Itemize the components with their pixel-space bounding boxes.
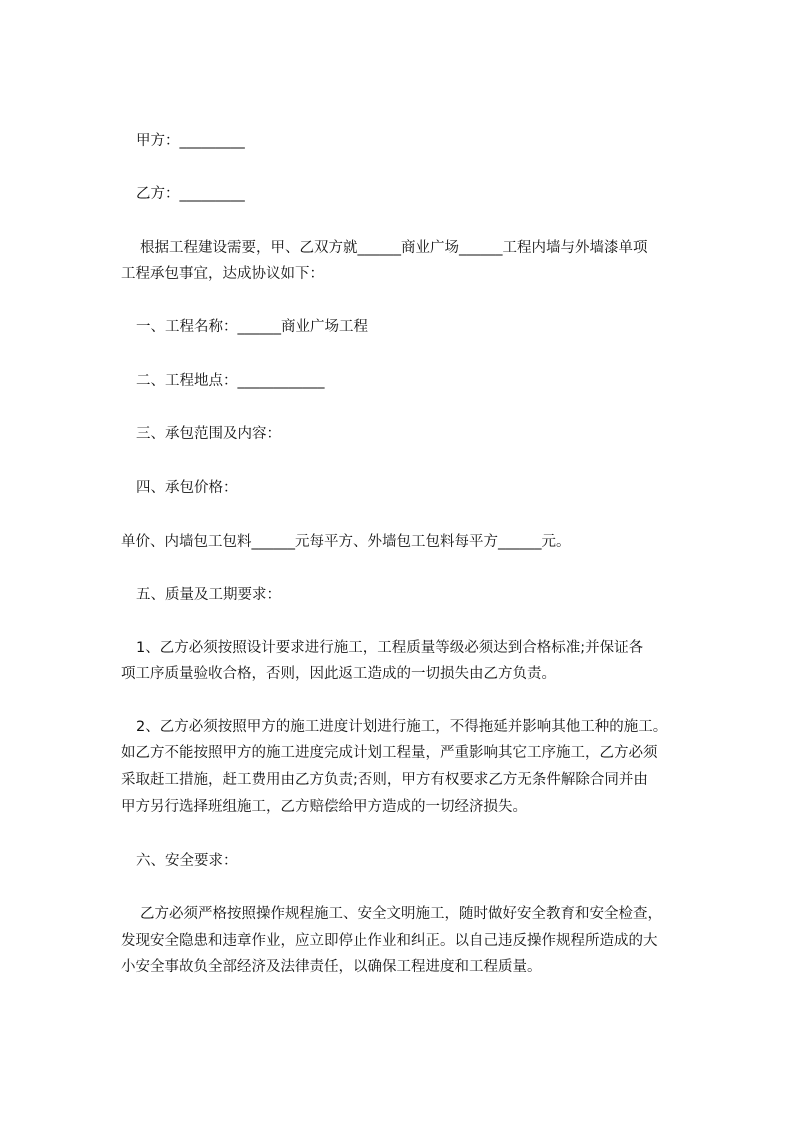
requirement-1-line-1: 1、乙方必须按照设计要求进行施工，工程质量等级必须达到合格标准;并保证各 <box>136 640 644 656</box>
requirement-2-line-4: 甲方另行选择班组施工，乙方赔偿给甲方造成的一切经济损失。 <box>121 799 527 815</box>
section-price: 四、承包价格： <box>136 480 238 496</box>
section-project-name: 一、工程名称：______商业广场工程 <box>136 319 368 335</box>
requirement-1-line-2: 项工序质量验收合格，否则，因此返工造成的一切损失由乙方负责。 <box>121 666 556 682</box>
requirement-2-line-3: 采取赶工措施，赶工费用由乙方负责;否则，甲方有权要求乙方无条件解除合同并由 <box>121 772 648 788</box>
party-b-line: 乙方：_________ <box>136 186 245 202</box>
safety-line-1: 乙方必须严格按照操作规程施工、安全文明施工，随时做好安全教育和安全检查， <box>140 906 662 922</box>
requirement-2-line-2: 如乙方不能按照甲方的施工进度完成计划工程量，严重影响其它工序施工，乙方必须 <box>121 745 658 761</box>
section-project-location: 二、工程地点：____________ <box>136 373 325 389</box>
safety-line-3: 小安全事故负全部经济及法律责任，以确保工程进度和工程质量。 <box>121 959 542 975</box>
intro-line-2: 工程承包事宜，达成协议如下： <box>121 266 324 282</box>
party-a-line: 甲方：_________ <box>136 133 245 149</box>
price-line: 单价、内墙包工包料______元每平方、外墙包工包料每平方______元。 <box>121 534 571 550</box>
section-scope: 三、承包范围及内容： <box>136 426 281 442</box>
requirement-2-line-1: 2、乙方必须按照甲方的施工进度计划进行施工，不得拖延并影响其他工种的施工。 <box>136 719 668 735</box>
section-safety: 六、安全要求： <box>136 853 238 869</box>
section-quality: 五、质量及工期要求： <box>136 587 281 603</box>
safety-line-2: 发现安全隐患和违章作业，应立即停止作业和纠正。以自己违反操作规程所造成的大 <box>121 933 658 949</box>
intro-line-1: 根据工程建设需要，甲、乙双方就______商业广场______工程内墙与外墙漆单项 <box>140 240 648 256</box>
